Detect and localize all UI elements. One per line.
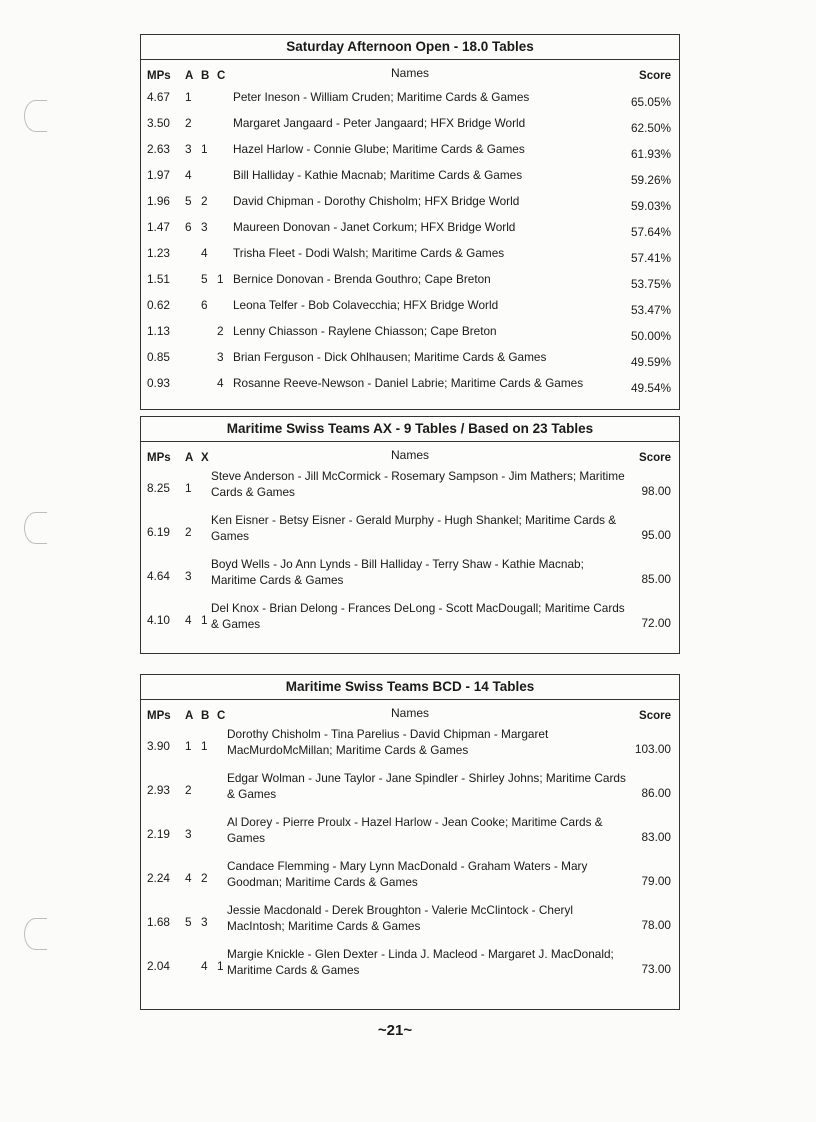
mps-cell: 2.19 — [147, 827, 170, 841]
col-mps: MPs — [147, 710, 171, 722]
a-rank-cell: 1 — [185, 739, 192, 753]
a-rank-cell: 3 — [185, 142, 192, 156]
names-cell: Leona Telfer - Bob Colavecchia; HFX Bridge World — [233, 298, 499, 312]
a-rank-cell: 4 — [185, 871, 192, 885]
table-row — [141, 556, 679, 600]
panel-title: Maritime Swiss Teams BCD - 14 Tables — [141, 675, 679, 700]
x-rank-cell: 1 — [201, 613, 208, 627]
mps-cell: 1.47 — [147, 220, 170, 234]
col-score: Score — [639, 710, 671, 722]
names-cell: Brian Ferguson - Dick Ohlhausen; Maritime Cards & Games — [233, 350, 547, 364]
a-rank-cell: 1 — [185, 481, 192, 495]
mps-cell: 2.93 — [147, 783, 170, 797]
mps-cell: 4.67 — [147, 90, 170, 104]
score-cell: 78.00 — [641, 918, 671, 932]
binder-hole — [24, 918, 47, 950]
binder-hole — [24, 512, 47, 544]
score-cell: 57.64% — [630, 225, 671, 239]
table-row — [141, 946, 679, 990]
col-x: X — [201, 452, 209, 464]
score-cell: 83.00 — [641, 830, 671, 844]
table-row — [141, 242, 679, 268]
col-b: B — [201, 710, 210, 722]
a-rank-cell: 5 — [185, 194, 192, 208]
b-rank-cell: 4 — [201, 959, 208, 973]
c-rank-cell: 3 — [217, 350, 224, 364]
names-cell: Candace Flemming - Mary Lynn MacDonald - Graham Waters - Mary Goodman; Maritime Cards & Games — [227, 859, 588, 889]
table-row — [141, 726, 679, 770]
score-cell: 98.00 — [641, 484, 671, 498]
score-cell: 49.59% — [630, 355, 671, 369]
col-mps: MPs — [147, 452, 171, 464]
a-rank-cell: 5 — [185, 915, 192, 929]
col-names: Names — [390, 448, 429, 462]
table-row — [141, 112, 679, 138]
b-rank-cell: 3 — [201, 915, 208, 929]
names-cell: Margaret Jangaard - Peter Jangaard; HFX Bridge World — [233, 116, 526, 130]
b-rank-cell: 2 — [201, 871, 208, 885]
names-cell: Dorothy Chisholm - Tina Parelius - David Chipman - Margaret MacMurdoMcMillan; Maritime Cards & Games — [227, 727, 549, 757]
a-rank-cell: 2 — [185, 116, 192, 130]
open-pairs-panel — [140, 34, 680, 410]
binder-hole — [24, 100, 47, 132]
col-score: Score — [639, 452, 671, 464]
names-cell: David Chipman - Dorothy Chisholm; HFX Bridge World — [233, 194, 520, 208]
b-rank-cell: 1 — [201, 739, 208, 753]
table-row — [141, 902, 679, 946]
mps-cell: 0.93 — [147, 376, 170, 390]
names-cell: Al Dorey - Pierre Proulx - Hazel Harlow - Jean Cooke; Maritime Cards & Games — [227, 815, 603, 845]
names-cell: Steve Anderson - Jill McCormick - Rosemary Sampson - Jim Mathers; Maritime Cards & Games — [211, 469, 625, 499]
score-cell: 62.50% — [630, 121, 671, 135]
table-header — [141, 442, 679, 468]
b-rank-cell: 6 — [201, 298, 208, 312]
score-cell: 57.41% — [630, 251, 671, 265]
table-row — [141, 770, 679, 814]
mps-cell: 1.96 — [147, 194, 170, 208]
names-cell: Bill Halliday - Kathie Macnab; Maritime Cards & Games — [233, 168, 523, 182]
swiss-bcd-panel — [140, 674, 680, 1010]
mps-cell: 1.23 — [147, 246, 170, 260]
mps-cell: 1.68 — [147, 915, 170, 929]
table-row — [141, 346, 679, 372]
score-cell: 65.05% — [630, 95, 671, 109]
names-cell: Peter Ineson - William Cruden; Maritime Cards & Games — [233, 90, 530, 104]
panel-title: Saturday Afternoon Open - 18.0 Tables — [141, 35, 679, 60]
score-cell: 72.00 — [641, 616, 671, 630]
score-cell: 95.00 — [641, 528, 671, 542]
table-row — [141, 164, 679, 190]
table-row — [141, 468, 679, 512]
score-cell: 73.00 — [641, 962, 671, 976]
score-cell: 49.54% — [630, 381, 671, 395]
mps-cell: 3.90 — [147, 739, 170, 753]
mps-cell: 1.97 — [147, 168, 170, 182]
b-rank-cell: 5 — [201, 272, 208, 286]
table-row — [141, 294, 679, 320]
table-row — [141, 86, 679, 112]
a-rank-cell: 2 — [185, 783, 192, 797]
table-row — [141, 600, 679, 644]
table-header — [141, 60, 679, 86]
names-cell: Boyd Wells - Jo Ann Lynds - Bill Halliday - Terry Shaw - Kathie Macnab; Maritime Cards & Games — [211, 557, 584, 587]
table-row — [141, 372, 679, 398]
col-names: Names — [390, 66, 429, 80]
c-rank-cell: 1 — [217, 959, 224, 973]
c-rank-cell: 4 — [217, 376, 224, 390]
score-cell: 53.75% — [630, 277, 671, 291]
page-number: ~21~ — [377, 1022, 413, 1039]
mps-cell: 0.85 — [147, 350, 170, 364]
score-cell: 50.00% — [630, 329, 671, 343]
mps-cell: 1.51 — [147, 272, 170, 286]
names-cell: Margie Knickle - Glen Dexter - Linda J. Macleod - Margaret J. MacDonald; Maritime Cards & Games — [227, 947, 614, 977]
mps-cell: 0.62 — [147, 298, 170, 312]
mps-cell: 4.64 — [147, 569, 170, 583]
col-mps: MPs — [147, 70, 171, 82]
col-a: A — [185, 452, 194, 464]
c-rank-cell: 1 — [217, 272, 224, 286]
table-row — [141, 858, 679, 902]
table-row — [141, 268, 679, 294]
mps-cell: 3.50 — [147, 116, 170, 130]
mps-cell: 2.63 — [147, 142, 170, 156]
score-cell: 86.00 — [641, 786, 671, 800]
names-cell: Jessie Macdonald - Derek Broughton - Valerie McClintock - Cheryl MacIntosh; Maritime Cards & Games — [227, 903, 573, 933]
score-cell: 79.00 — [641, 874, 671, 888]
table-row — [141, 512, 679, 556]
col-c: C — [217, 70, 226, 82]
table-header — [141, 700, 679, 726]
mps-cell: 2.24 — [147, 871, 170, 885]
names-cell: Del Knox - Brian Delong - Frances DeLong - Scott MacDougall; Maritime Cards & Games — [211, 601, 625, 631]
col-a: A — [185, 710, 194, 722]
c-rank-cell: 2 — [217, 324, 224, 338]
a-rank-cell: 1 — [185, 90, 192, 104]
col-a: A — [185, 70, 194, 82]
col-names: Names — [390, 706, 429, 720]
table-row — [141, 320, 679, 346]
names-cell: Trisha Fleet - Dodi Walsh; Maritime Cards & Games — [233, 246, 505, 260]
a-rank-cell: 2 — [185, 525, 192, 539]
names-cell: Hazel Harlow - Connie Glube; Maritime Cards & Games — [233, 142, 525, 156]
names-cell: Maureen Donovan - Janet Corkum; HFX Bridge World — [233, 220, 516, 234]
score-cell: 61.93% — [630, 147, 671, 161]
a-rank-cell: 4 — [185, 613, 192, 627]
table-row — [141, 190, 679, 216]
b-rank-cell: 3 — [201, 220, 208, 234]
mps-cell: 2.04 — [147, 959, 170, 973]
names-cell: Lenny Chiasson - Raylene Chiasson; Cape Breton — [233, 324, 497, 338]
mps-cell: 8.25 — [147, 481, 170, 495]
score-cell: 53.47% — [630, 303, 671, 317]
score-cell: 103.00 — [634, 742, 671, 756]
b-rank-cell: 4 — [201, 246, 208, 260]
b-rank-cell: 1 — [201, 142, 208, 156]
names-cell: Edgar Wolman - June Taylor - Jane Spindler - Shirley Johns; Maritime Cards & Games — [227, 771, 626, 801]
a-rank-cell: 6 — [185, 220, 192, 234]
names-cell: Bernice Donovan - Brenda Gouthro; Cape Breton — [233, 272, 491, 286]
score-cell: 59.03% — [630, 199, 671, 213]
names-cell: Ken Eisner - Betsy Eisner - Gerald Murphy - Hugh Shankel; Maritime Cards & Games — [211, 513, 617, 543]
panel-title: Maritime Swiss Teams AX - 9 Tables / Based on 23 Tables — [141, 417, 679, 442]
b-rank-cell: 2 — [201, 194, 208, 208]
a-rank-cell: 3 — [185, 827, 192, 841]
col-b: B — [201, 70, 210, 82]
a-rank-cell: 3 — [185, 569, 192, 583]
score-cell: 85.00 — [641, 572, 671, 586]
mps-cell: 1.13 — [147, 324, 170, 338]
col-c: C — [217, 710, 226, 722]
score-cell: 59.26% — [630, 173, 671, 187]
names-cell: Rosanne Reeve-Newson - Daniel Labrie; Maritime Cards & Games — [233, 376, 584, 390]
mps-cell: 4.10 — [147, 613, 170, 627]
table-row — [141, 814, 679, 858]
table-row — [141, 216, 679, 242]
mps-cell: 6.19 — [147, 525, 170, 539]
col-score: Score — [639, 70, 671, 82]
a-rank-cell: 4 — [185, 168, 192, 182]
swiss-ax-panel — [140, 416, 680, 654]
table-row — [141, 138, 679, 164]
